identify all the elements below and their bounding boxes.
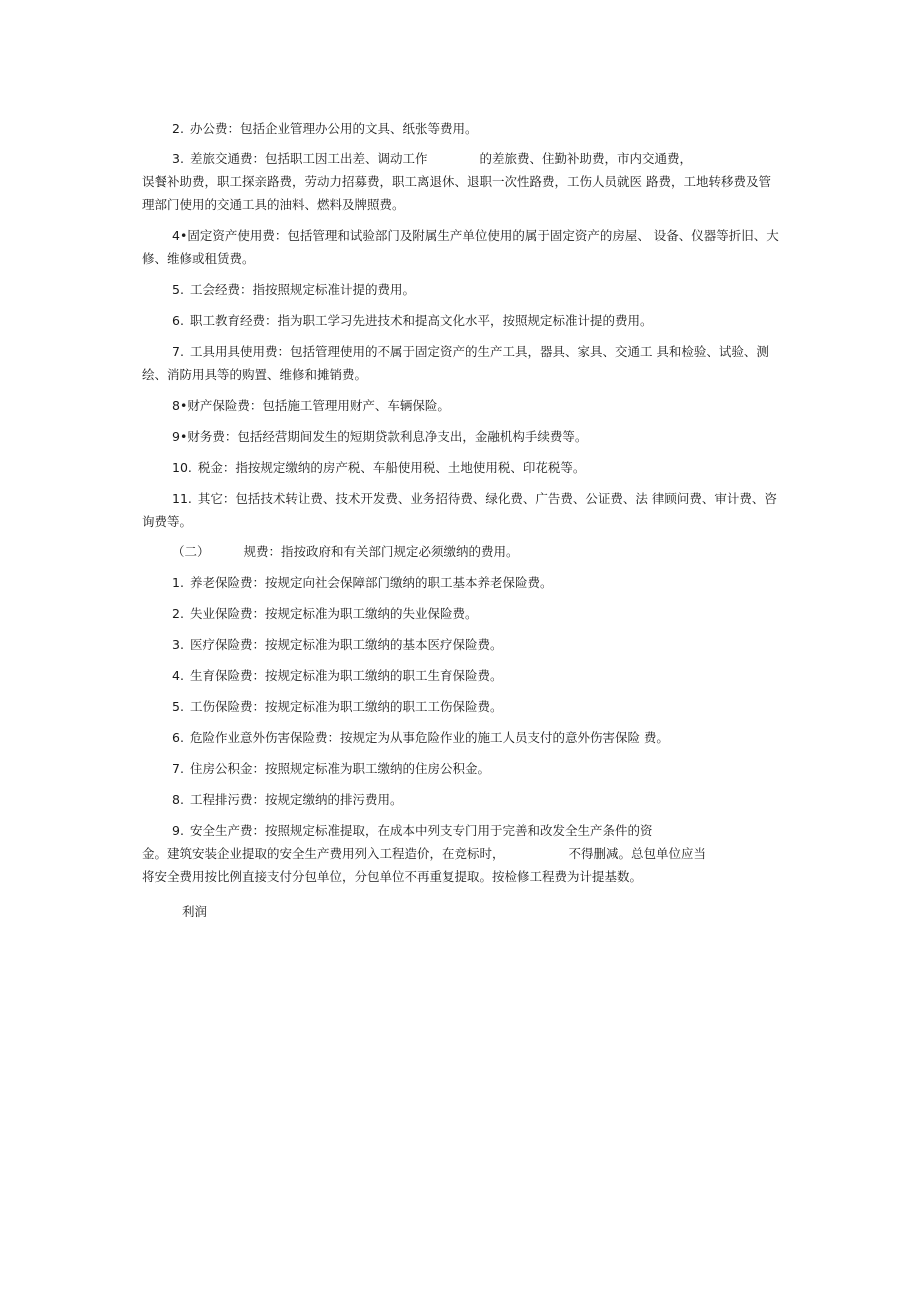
item-number: 8• (172, 398, 188, 413)
item-text: 其它：包括技术转让费、技术开发费、业务招待费、绿化费、广告费、公证费、法 律顾问费、审计费、咨 (197, 491, 777, 506)
fee-item-medical (142, 633, 852, 656)
item-number: 6. (172, 313, 184, 328)
item-text: 修、维修或租赁费。 (142, 251, 255, 266)
item-text: 医疗保险费：按规定标准为职工缴纳的基本医疗保险费。 (189, 637, 503, 652)
item-travel-fee (142, 147, 822, 216)
item-number: 9• (172, 429, 188, 444)
item-number: 9. (172, 823, 184, 838)
item-number: 10. (172, 460, 192, 475)
fee-item-pension (142, 571, 852, 594)
item-text: 工具用具使用费：包括管理使用的不属于固定资产的生产工具，器具、家具、交通工 具和检验、试验、测 (189, 344, 769, 359)
section-title: 利润 (182, 904, 208, 919)
item-number: 3. (172, 637, 184, 652)
item-finance-fee (142, 425, 852, 448)
profit-heading (142, 900, 862, 923)
item-text: 办公费：包括企业管理办公用的文具、纸张等费用。 (189, 121, 478, 136)
item-text: 工程排污费：按规定缴纳的排污费用。 (189, 792, 403, 807)
fee-item-work-injury (142, 695, 852, 718)
item-text: 危险作业意外伤害保险费：按规定为从事危险作业的施工人员支付的意外伤害保险 费。 (189, 730, 669, 745)
item-number: 7. (172, 344, 184, 359)
item-text: 工伤保险费：按规定标准为职工缴纳的职工工伤保险费。 (189, 699, 503, 714)
fees-heading (142, 540, 852, 563)
fee-item-accident-insurance (142, 726, 852, 749)
item-text: 差旅交通费：包括职工因工出差、调动工作 (189, 151, 428, 166)
section-title: 规费：指按政府和有关部门规定必须缴纳的费用。 (243, 544, 519, 559)
item-text: 将安全费用按比例直接支付分包单位，分包单位不再重复提取。按检修工程费为计提基数。 (142, 869, 643, 884)
item-text: 养老保险费：按规定向社会保障部门缴纳的职工基本养老保险费。 (189, 575, 553, 590)
item-text: 不得删减。总包单位应当 (568, 846, 707, 861)
item-text: 理部门使用的交通工具的油料、燃料及牌照费。 (142, 197, 405, 212)
item-education-fee (142, 309, 852, 332)
fee-item-housing-fund (142, 757, 852, 780)
fee-item-safety-production (142, 819, 822, 888)
item-number: 4• (172, 228, 188, 243)
item-number: 5. (172, 699, 184, 714)
fee-item-maternity (142, 664, 852, 687)
item-text: 误餐补助费，职工探亲路费，劳动力招募费，职工离退休、退职一次性路费，工伤人员就医 路费，工地转移费及管 (142, 174, 771, 189)
fee-item-unemployment (142, 602, 852, 625)
item-fixed-asset-fee (142, 224, 822, 270)
item-number: 2. (172, 606, 184, 621)
item-union-fee (142, 278, 852, 301)
item-tools-fee (142, 340, 822, 386)
item-number: 2. (172, 121, 184, 136)
item-text: 职工教育经费：指为职工学习先进技术和提高文化水平，按照规定标准计提的费用。 (189, 313, 653, 328)
item-other-fees (142, 487, 822, 533)
item-text: 住房公积金：按照规定标准为职工缴纳的住房公积金。 (189, 761, 490, 776)
item-office-fee (142, 117, 852, 140)
item-property-insurance (142, 394, 852, 417)
item-number: 7. (172, 761, 184, 776)
item-text: 金。建筑安装企业提取的安全生产费用列入工程造价，在竞标时， (142, 846, 505, 861)
item-text: 询费等。 (142, 514, 193, 529)
item-text: 财务费：包括经营期间发生的短期贷款利息净支出，金融机构手续费等。 (187, 429, 588, 444)
item-taxes (142, 456, 852, 479)
item-text: 工会经费：指按照规定标准计提的费用。 (189, 282, 415, 297)
item-text: 生育保险费：按规定标准为职工缴纳的职工生育保险费。 (189, 668, 503, 683)
item-text: 财产保险费：包括施工管理用财产、车辆保险。 (187, 398, 450, 413)
item-text: 固定资产使用费：包括管理和试验部门及附属生产单位使用的属于固定资产的房屋、 设备、仪器等折旧、大 (187, 228, 779, 243)
item-text: 税金：指按规定缴纳的房产税、车船使用税、土地使用税、印花税等。 (197, 460, 586, 475)
item-text: 绘、消防用具等的购置、维修和摊销费。 (142, 367, 368, 382)
item-number: 8. (172, 792, 184, 807)
fee-item-pollution (142, 788, 852, 811)
item-number: 11. (172, 491, 192, 506)
item-text: 安全生产费：按照规定标准提取，在成本中列支专门用于完善和改发全生产条件的资 (189, 823, 653, 838)
item-number: 4. (172, 668, 184, 683)
item-number: 6. (172, 730, 184, 745)
item-number: 1. (172, 575, 184, 590)
item-text: 失业保险费：按规定标准为职工缴纳的失业保险费。 (189, 606, 478, 621)
section-label: （二） (172, 544, 210, 559)
item-number: 3. (172, 151, 184, 166)
item-text: 的差旅费、住勤补助费，市内交通费， (479, 151, 692, 166)
item-number: 5. (172, 282, 184, 297)
